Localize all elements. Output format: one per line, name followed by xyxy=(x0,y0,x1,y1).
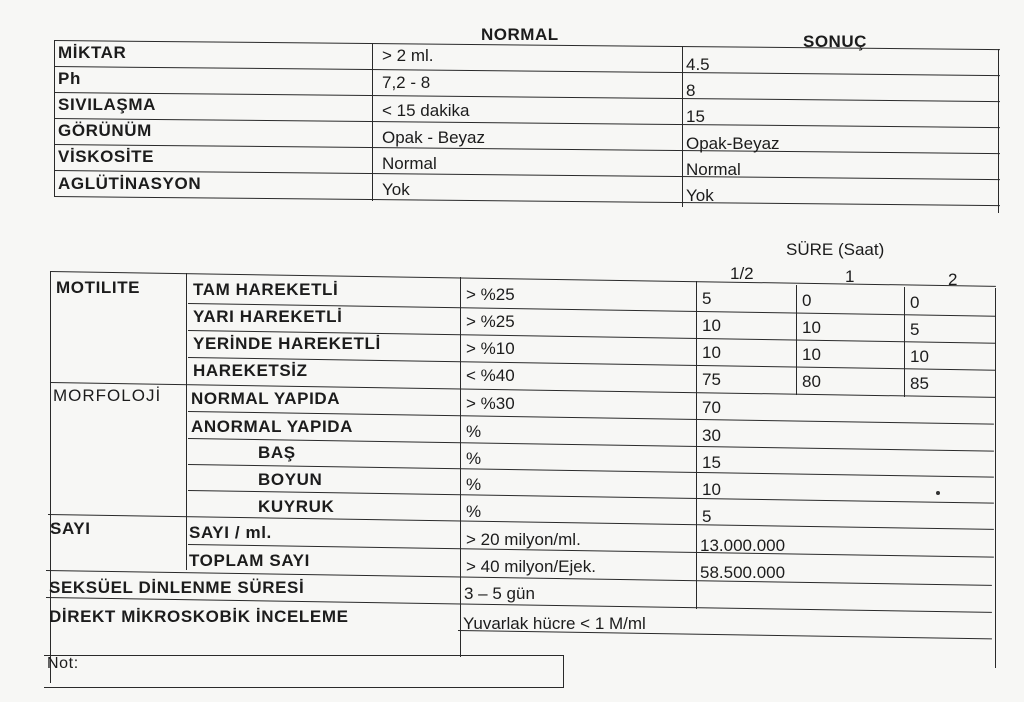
motility-t3: 85 xyxy=(910,374,929,393)
group-motilite: MOTILITE xyxy=(56,278,141,297)
group-sayi: SAYI xyxy=(50,519,91,538)
row-result-gorunum: Opak-Beyaz xyxy=(686,134,780,153)
row-normal-gorunum: Opak - Beyaz xyxy=(382,128,485,147)
motility-t1: 5 xyxy=(702,289,712,308)
morphology-normal: > %30 xyxy=(466,394,515,413)
morphology-value: 15 xyxy=(702,453,721,472)
morphology-value: 5 xyxy=(702,507,712,526)
time-col-one: 1 xyxy=(845,267,855,286)
duration-header: SÜRE (Saat) xyxy=(786,240,885,259)
motility-t2: 0 xyxy=(802,291,812,310)
row-result-sivilasma: 15 xyxy=(686,107,705,126)
micro-value: Yuvarlak hücre < 1 M/ml xyxy=(463,614,646,633)
header-result: SONUÇ xyxy=(803,32,867,51)
row-label-aglutinasyon: AGLÜTİNASYON xyxy=(58,174,202,193)
motility-t3: 5 xyxy=(910,320,920,339)
row-label-sivilasma: SIVILAŞMA xyxy=(58,95,156,114)
row-label-miktar: MİKTAR xyxy=(58,43,127,62)
rest-value: 3 – 5 gün xyxy=(464,584,535,603)
row-normal-ph: 7,2 - 8 xyxy=(382,73,431,92)
motility-t2: 10 xyxy=(802,345,821,364)
morphology-label: ANORMAL YAPIDA xyxy=(191,417,354,436)
motility-t3: 10 xyxy=(910,347,929,366)
count-value: 13.000.000 xyxy=(700,536,786,555)
row-result-aglutinasyon: Yok xyxy=(686,186,714,205)
row-result-miktar: 4.5 xyxy=(686,55,710,74)
note-label: Not: xyxy=(47,655,79,672)
motility-label: YARI HAREKETLİ xyxy=(193,307,343,326)
morphology-value: 10 xyxy=(702,480,721,499)
header-normal: NORMAL xyxy=(481,25,559,44)
count-value: 58.500.000 xyxy=(700,563,786,582)
count-label: TOPLAM SAYI xyxy=(189,551,310,570)
motility-normal: > %10 xyxy=(466,339,515,358)
row-label-gorunum: GÖRÜNÜM xyxy=(58,121,152,140)
row-normal-viskosite: Normal xyxy=(382,154,437,173)
motility-normal: > %25 xyxy=(466,285,515,304)
morphology-label: BAŞ xyxy=(258,443,296,462)
row-result-viskosite: Normal xyxy=(686,160,741,179)
motility-t3: 0 xyxy=(910,293,920,312)
motility-label: HAREKETSİZ xyxy=(193,361,308,380)
morphology-label: NORMAL YAPIDA xyxy=(191,389,341,408)
rest-label: SEKSÜEL DİNLENME SÜRESİ xyxy=(49,578,305,597)
motility-t1: 75 xyxy=(702,370,721,389)
morphology-normal: % xyxy=(466,475,482,494)
motility-t1: 10 xyxy=(702,343,721,362)
motility-t2: 10 xyxy=(802,318,821,337)
micro-label: DİREKT MİKROSKOBİK İNCELEME xyxy=(49,607,349,626)
morphology-label: BOYUN xyxy=(258,470,323,489)
row-normal-aglutinasyon: Yok xyxy=(382,180,410,199)
motility-t1: 10 xyxy=(702,316,721,335)
row-normal-sivilasma: < 15 dakika xyxy=(382,101,470,120)
morphology-normal: % xyxy=(466,502,482,521)
time-col-half: 1/2 xyxy=(730,264,754,283)
morphology-normal: % xyxy=(466,422,482,441)
motility-t2: 80 xyxy=(802,372,821,391)
morphology-value: 70 xyxy=(702,398,721,417)
morphology-label: KUYRUK xyxy=(258,497,335,516)
row-label-viskosite: VİSKOSİTE xyxy=(58,147,155,166)
row-result-ph: 8 xyxy=(686,81,696,100)
count-normal: > 20 milyon/ml. xyxy=(466,530,581,549)
ink-dot xyxy=(936,491,940,495)
time-col-two: 2 xyxy=(948,270,958,289)
row-label-ph: Ph xyxy=(58,69,81,88)
row-normal-miktar: > 2 ml. xyxy=(382,46,434,65)
count-normal: > 40 milyon/Ejek. xyxy=(466,557,596,576)
morphology-value: 30 xyxy=(702,426,721,445)
motility-label: TAM HAREKETLİ xyxy=(193,280,339,299)
morphology-normal: % xyxy=(466,449,482,468)
motility-label: YERİNDE HAREKETLİ xyxy=(193,334,381,353)
motility-normal: > %25 xyxy=(466,312,515,331)
group-morfoloji: MORFOLOJİ xyxy=(53,386,162,405)
count-label: SAYI / ml. xyxy=(189,523,272,542)
motility-normal: < %40 xyxy=(466,366,515,385)
